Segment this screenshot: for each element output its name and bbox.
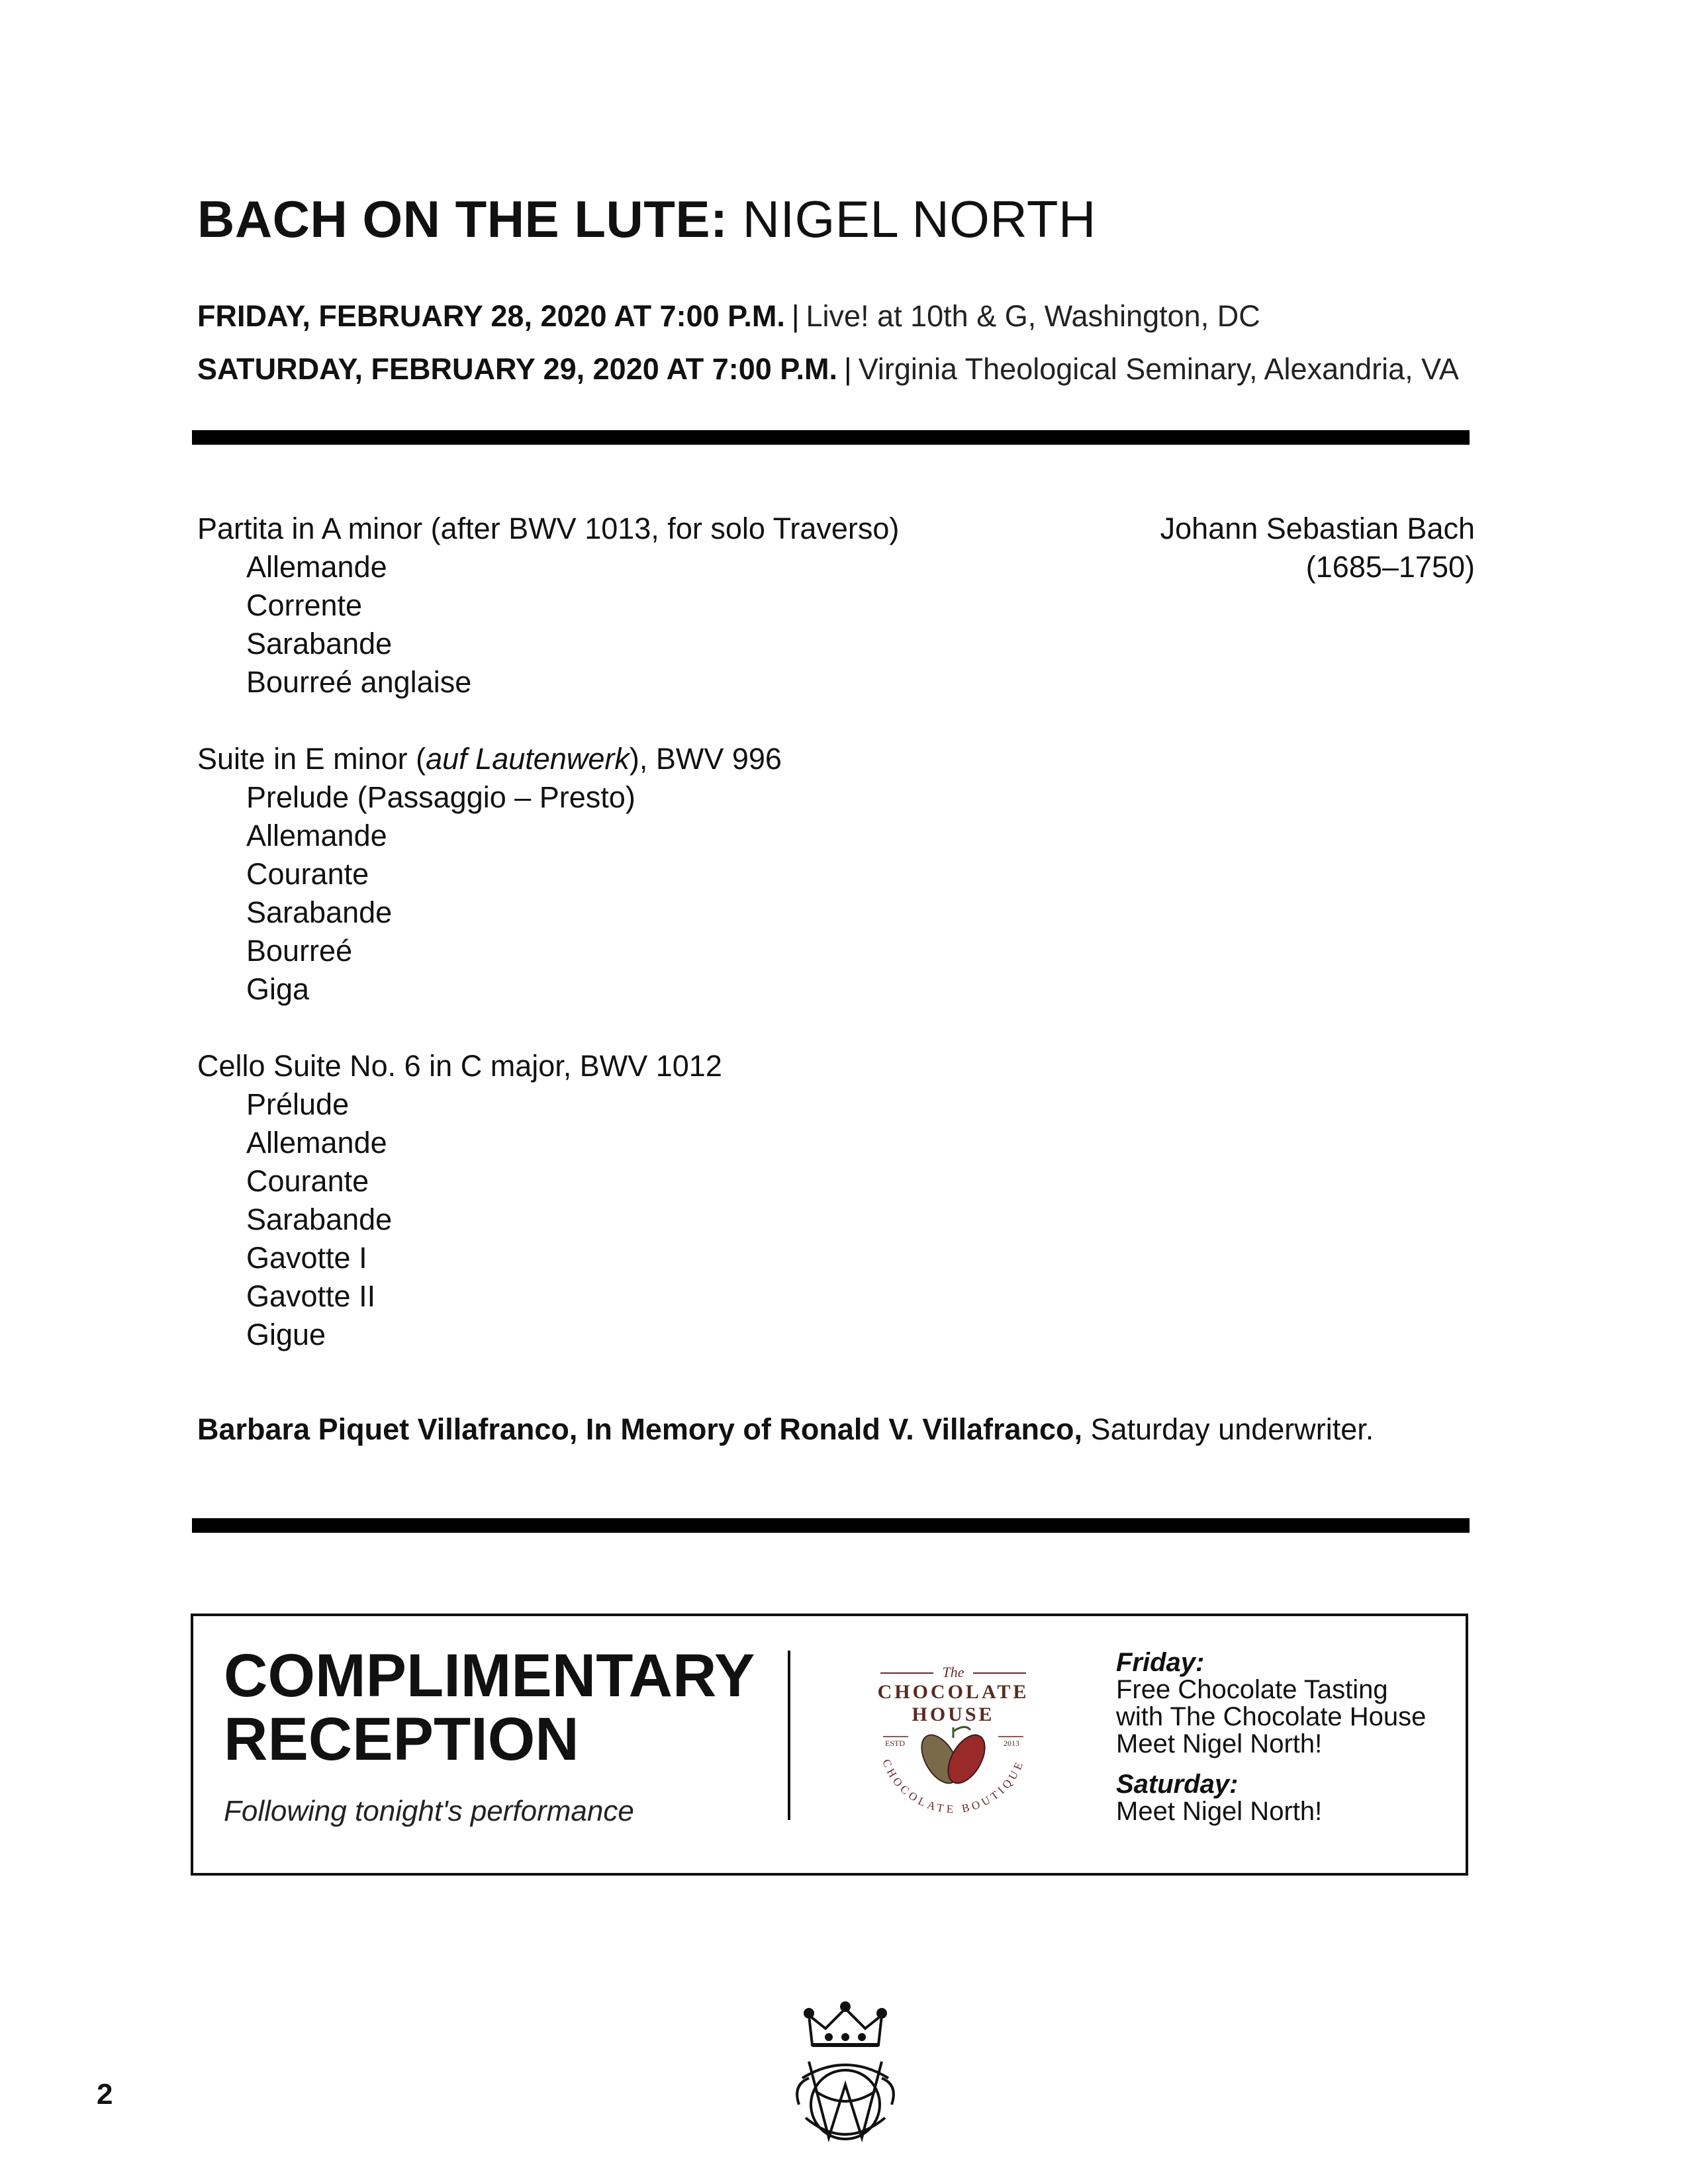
friday-heading: Friday: xyxy=(1116,1648,1205,1677)
composer-dates: (1685–1750) xyxy=(1305,550,1475,584)
movement: Sarabande xyxy=(246,895,393,929)
friday-line: with The Chocolate House xyxy=(1116,1702,1427,1731)
date-line-saturday xyxy=(197,352,1459,387)
venue-saturday: Virginia Theological Seminary, Alexandria, VA xyxy=(858,352,1459,386)
work-title-pre: Suite in E minor ( xyxy=(197,742,426,776)
saturday-line: Meet Nigel North! xyxy=(1116,1797,1323,1826)
movement: Bourreé anglaise xyxy=(246,665,472,699)
logo-estd: ESTD xyxy=(885,1739,905,1748)
logo-line2: HOUSE xyxy=(912,1704,995,1725)
movement: Giga xyxy=(246,972,310,1006)
movement: Allemande xyxy=(246,1126,387,1160)
movement: Gigue xyxy=(246,1318,326,1351)
composer-name: Johann Sebastian Bach xyxy=(1160,512,1475,545)
logo-the: The xyxy=(942,1664,964,1680)
movement: Allemande xyxy=(246,819,387,852)
reception-subtitle: Following tonight's performance xyxy=(224,1795,634,1827)
venue-friday: Live! at 10th & G, Washington, DC xyxy=(806,299,1260,333)
date-saturday: SATURDAY, FEBRUARY 29, 2020 AT 7:00 P.M. xyxy=(197,352,837,386)
work-title: Cello Suite No. 6 in C major, BWV 1012 xyxy=(197,1049,722,1083)
work-title: Partita in A minor (after BWV 1013, for solo Traverso) xyxy=(197,512,900,545)
page-number: 2 xyxy=(97,2078,113,2111)
movement: Sarabande xyxy=(246,1203,393,1236)
friday-line: Free Chocolate Tasting xyxy=(1116,1675,1388,1704)
work-title-post: ), BWV 996 xyxy=(629,742,782,776)
crown-icon xyxy=(805,2003,886,2045)
movement: Prélude xyxy=(246,1087,350,1121)
underwriter-credit xyxy=(197,1412,1374,1447)
logo-line1: CHOCOLATE xyxy=(877,1681,1029,1703)
friday-line: Meet Nigel North! xyxy=(1116,1729,1323,1758)
crowned-monogram-crest xyxy=(789,1999,902,2158)
date-line-friday xyxy=(197,299,1260,334)
title-light: NIGEL NORTH xyxy=(727,190,1096,248)
composer xyxy=(1160,510,1475,586)
vertical-divider xyxy=(788,1651,790,1820)
reception-details xyxy=(1116,1649,1426,1825)
reception-title-line2: RECEPTION xyxy=(224,1706,579,1773)
movement: Courante xyxy=(246,1164,369,1198)
reception-box xyxy=(191,1614,1468,1876)
underwriter-name: Barbara Piquet Villafranco, In Memory of Ronald V. Villafranco, xyxy=(197,1412,1083,1446)
date-friday: FRIDAY, FEBRUARY 28, 2020 AT 7:00 P.M. xyxy=(197,299,785,333)
reception-title-line1: COMPLIMENTARY xyxy=(224,1642,755,1709)
movement: Allemande xyxy=(246,550,387,584)
movement: Bourreé xyxy=(246,934,353,968)
monogram-icon xyxy=(797,2062,894,2139)
saturday-heading: Saturday: xyxy=(1116,1770,1239,1799)
work-title xyxy=(197,740,782,778)
logo-year: 2013 xyxy=(1004,1739,1019,1748)
logo-arc-textpath: CHOCOLATE BOUTIQUE xyxy=(880,1757,1027,1816)
separator: | xyxy=(844,352,852,386)
movement: Gavotte II xyxy=(246,1279,376,1313)
separator: | xyxy=(791,299,800,333)
movement: Gavotte I xyxy=(246,1241,367,1275)
chocolate-house-logo xyxy=(854,1653,1053,1825)
movement: Courante xyxy=(246,857,369,891)
cacao-pod-icon xyxy=(914,1727,992,1789)
movement: Corrente xyxy=(246,588,363,622)
underwriter-role: Saturday underwriter. xyxy=(1082,1412,1374,1446)
top-rule xyxy=(192,430,1470,445)
page-title xyxy=(197,189,1096,250)
reception-title xyxy=(224,1644,755,1771)
work-title-italic: auf Lautenwerk xyxy=(426,742,630,776)
title-bold: BACH ON THE LUTE: xyxy=(197,190,728,248)
movement: Prelude (Passaggio – Presto) xyxy=(246,780,635,814)
bottom-rule xyxy=(192,1518,1470,1533)
movement: Sarabande xyxy=(246,627,393,660)
